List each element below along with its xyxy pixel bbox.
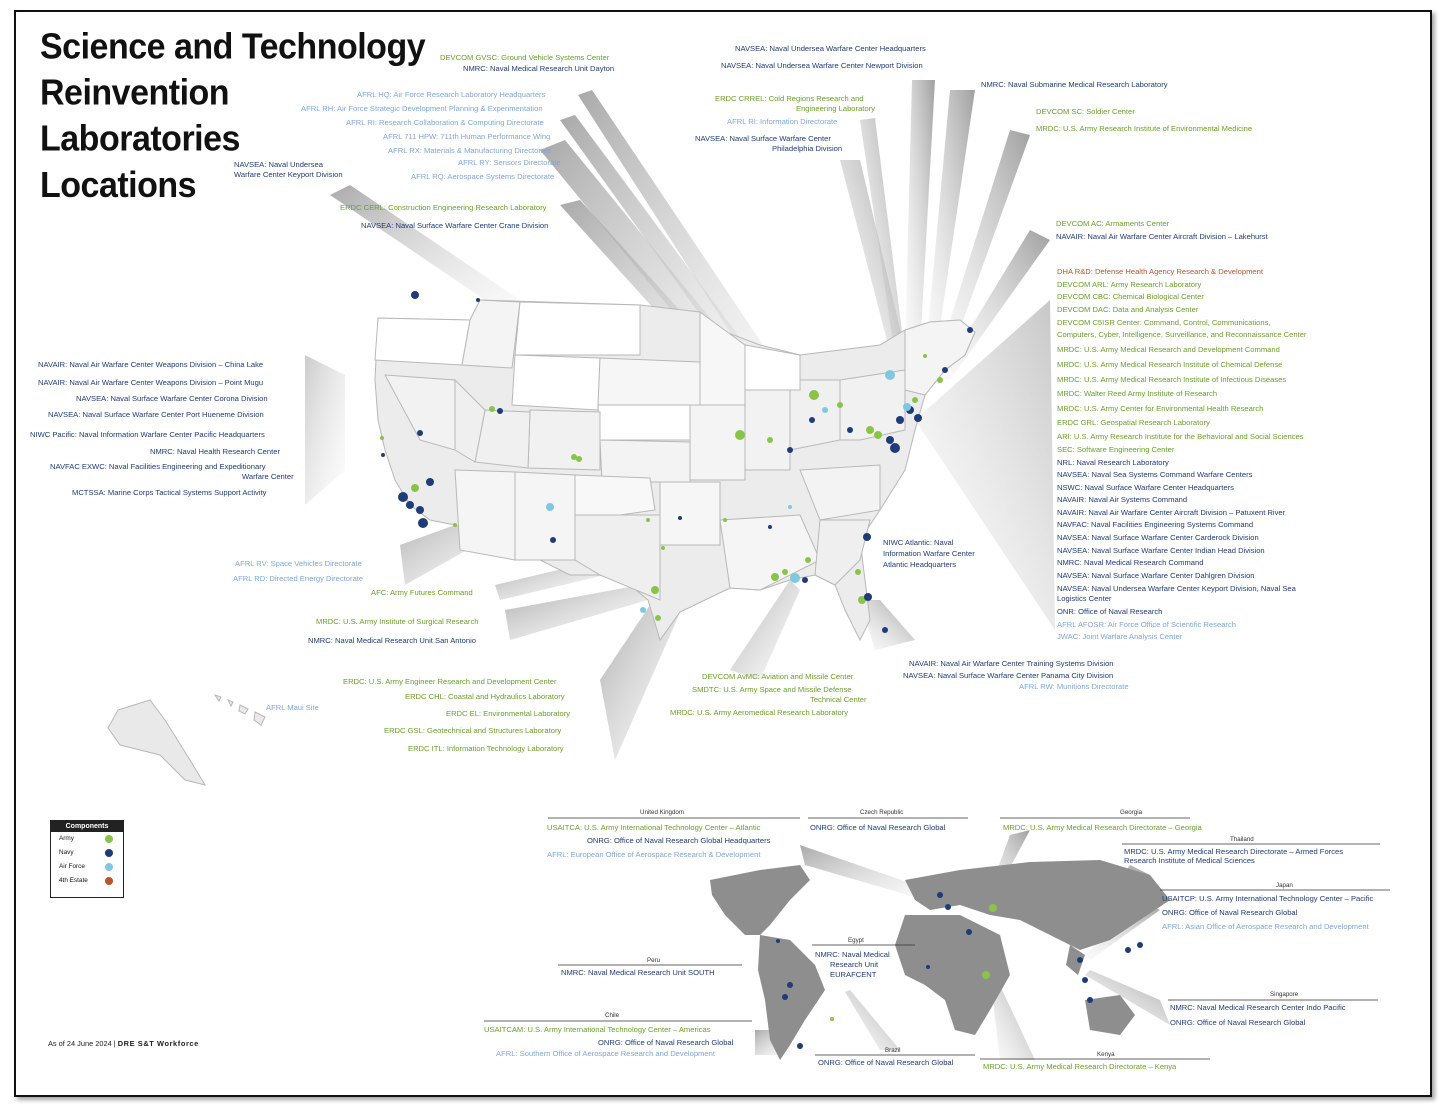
title-line: Science and Technology xyxy=(40,26,426,67)
lab-label: ERDC CHL: Coastal and Hydraulics Laboratory xyxy=(405,692,565,701)
location-marker xyxy=(411,291,419,299)
location-marker xyxy=(768,525,772,529)
lab-label: AFRL 711 HPW: 711th Human Performance Wing xyxy=(383,132,551,141)
location-marker xyxy=(406,501,414,509)
lab-label: NMRC: Naval Medical Research Command xyxy=(1057,558,1204,567)
lab-label: MCTSSA: Marine Corps Tactical Systems Support Activity xyxy=(72,488,267,497)
location-marker xyxy=(655,615,661,621)
lab-label: NMRC: Naval Submarine Medical Research Laboratory xyxy=(981,80,1168,89)
location-marker xyxy=(546,503,554,511)
lab-label: MRDC: U.S. Army Medical Research Directorate – Armed Forces xyxy=(1124,847,1344,856)
lab-label: DEVCOM AvMC: Aviation and Missile Center xyxy=(702,672,854,681)
location-marker xyxy=(1082,977,1088,983)
lab-label: ONRG: Office of Naval Research Global xyxy=(1170,1018,1306,1027)
lab-label: NAVAIR: Naval Air Warfare Center Training Systems Division xyxy=(909,659,1114,668)
lab-label: ERDC GRL: Geospatial Research Laboratory xyxy=(1057,418,1210,427)
lab-label: MRDC: U.S. Army Center for Environmental Health Research xyxy=(1057,404,1264,413)
country-label: Japan xyxy=(1276,882,1293,889)
country-label: Singapore xyxy=(1270,991,1299,998)
lab-label: SEC: Software Engineering Center xyxy=(1057,445,1175,454)
title-line: Locations xyxy=(40,165,197,206)
location-marker xyxy=(942,367,948,373)
legend-item-navy: Navy xyxy=(51,846,123,860)
lab-label: MRDC: U.S. Army Medical Research Directorate – Kenya xyxy=(983,1062,1177,1071)
lab-label: Logistics Center xyxy=(1057,594,1112,603)
location-marker xyxy=(1125,947,1131,953)
lab-label: NAVSEA: Naval Surface Warfare Center Dahlgren Division xyxy=(1057,571,1255,580)
lab-label: DEVCOM DAC: Data and Analysis Center xyxy=(1057,305,1199,314)
footer xyxy=(48,1039,199,1048)
location-marker xyxy=(476,298,480,302)
country-label: Peru xyxy=(647,957,661,964)
location-marker xyxy=(787,447,793,453)
location-marker xyxy=(576,456,582,462)
location-marker xyxy=(809,417,815,423)
location-marker xyxy=(416,506,424,514)
lab-label: ONRG: Office of Naval Research Global xyxy=(598,1038,734,1047)
location-marker xyxy=(776,939,780,943)
lab-label: DHA R&D: Defense Health Agency Research & Development xyxy=(1057,267,1263,276)
lab-label: AFRL RH: Air Force Strategic Development Planning & Experimentation xyxy=(301,104,543,113)
lab-label: ONRG: Office of Naval Research Global xyxy=(1162,908,1298,917)
location-marker xyxy=(809,390,819,400)
lab-label: Research Unit xyxy=(830,960,879,969)
lab-label: DEVCOM ARL: Army Research Laboratory xyxy=(1057,280,1202,289)
lab-label: AFRL RY: Sensors Directorate xyxy=(458,158,561,167)
lab-label: AFRL RI: Information Directorate xyxy=(727,117,838,126)
location-marker xyxy=(912,397,918,403)
country-label: Chile xyxy=(605,1012,620,1019)
lab-label: NAVSEA: Naval Surface Warfare Center Port Hueneme Division xyxy=(48,410,264,419)
location-marker xyxy=(411,484,419,492)
location-marker xyxy=(767,437,773,443)
location-marker xyxy=(966,929,972,935)
location-marker xyxy=(874,431,882,439)
location-marker xyxy=(989,904,997,912)
legend xyxy=(50,820,124,898)
location-marker xyxy=(782,994,788,1000)
location-marker xyxy=(866,426,874,434)
location-marker xyxy=(1077,957,1083,963)
location-marker xyxy=(661,546,665,550)
lab-label: AFRL: Southern Office of Aerospace Research and Development xyxy=(496,1049,715,1058)
location-marker xyxy=(982,971,990,979)
location-marker xyxy=(937,892,943,898)
lab-label: MRDC: U.S. Army Institute of Surgical Research xyxy=(316,617,479,626)
lab-label: DEVCOM C5ISR Center: Command, Control, Communications, xyxy=(1057,318,1271,327)
lab-label: NAVSEA: Naval Undersea xyxy=(234,160,323,169)
lab-label: ERDC CRREL: Cold Regions Research and xyxy=(715,94,864,103)
location-marker xyxy=(398,492,408,502)
world-map xyxy=(710,860,1170,1060)
location-marker xyxy=(646,518,650,522)
location-marker xyxy=(837,402,843,408)
lab-label: NAVSEA: Naval Sea Systems Command Warfare Centers xyxy=(1057,470,1253,479)
army-marker-icon xyxy=(105,835,113,843)
lab-label: ARI: U.S. Army Research Institute for the Behavioral and Social Sciences xyxy=(1057,432,1304,441)
location-marker xyxy=(863,533,871,541)
location-marker xyxy=(782,569,788,575)
lab-label: NAVSEA: Naval Undersea Warfare Center Headquarters xyxy=(735,44,926,53)
lab-label: ONRG: Office of Naval Research Global Headquarters xyxy=(587,836,771,845)
country-label: Georgia xyxy=(1120,809,1143,816)
lab-label: NAVSEA: Naval Surface Warfare Center Panama City Division xyxy=(903,671,1114,680)
alaska-hawaii xyxy=(108,695,265,785)
lab-label: NIWC Pacific: Naval Information Warfare Center Pacific Headquarters xyxy=(30,430,265,439)
lab-label: ONRG: Office of Naval Research Global xyxy=(810,823,946,832)
lab-label: Philadelphia Division xyxy=(772,144,843,153)
lab-label: MRDC: U.S. Army Research Institute of Environmental Medicine xyxy=(1036,124,1253,133)
lab-label: NMRC: Naval Medical Research Unit San Antonio xyxy=(308,636,476,645)
lab-label: ERDC ITL: Information Technology Laboratory xyxy=(408,744,564,753)
lab-label: SMDTC: U.S. Army Space and Missile Defense xyxy=(692,685,852,694)
lab-label: USAITCP: U.S. Army International Technology Center – Pacific xyxy=(1162,894,1374,903)
navy-marker-icon xyxy=(105,849,113,857)
location-marker xyxy=(890,443,900,453)
lab-label: ERDC GSL: Geotechnical and Structures Laboratory xyxy=(384,726,562,735)
lab-label: DEVCOM GVSC: Ground Vehicle Systems Center xyxy=(440,53,610,62)
location-marker xyxy=(945,904,951,910)
location-marker xyxy=(453,523,457,527)
location-marker xyxy=(550,537,556,543)
fourth-estate-marker-icon xyxy=(105,877,113,885)
air-force-marker-icon xyxy=(105,863,113,871)
footer-date: As of 24 June 2024 xyxy=(48,1039,112,1048)
lab-label: ERDC: U.S. Army Engineer Research and Development Center xyxy=(343,677,557,686)
location-marker xyxy=(802,577,808,583)
lab-label: NAVAIR: Naval Air Warfare Center Weapons Division – China Lake xyxy=(38,360,264,369)
location-marker xyxy=(896,416,904,424)
location-marker xyxy=(847,427,853,433)
location-marker xyxy=(426,478,434,486)
lab-label: MRDC: U.S. Army Medical Research and Development Command xyxy=(1057,345,1280,354)
location-marker xyxy=(489,406,495,412)
lab-label: MRDC: U.S. Army Medical Research Institute of Chemical Defense xyxy=(1057,360,1283,369)
location-marker xyxy=(381,453,385,457)
lab-label: MRDC: U.S. Army Medical Research Institute of Infectious Diseases xyxy=(1057,375,1287,384)
lab-label: ERDC CERL: Construction Engineering Research Laboratory xyxy=(340,203,547,212)
lab-label: USAITCA: U.S. Army International Technology Center – Atlantic xyxy=(547,823,761,832)
location-marker xyxy=(417,430,423,436)
lab-label: DEVCOM SC: Soldier Center xyxy=(1036,107,1135,116)
lab-label: AFRL AFOSR: Air Force Office of Scientific Research xyxy=(1057,620,1236,629)
lab-label: ONR: Office of Naval Research xyxy=(1057,607,1163,616)
lab-label: NAVAIR: Naval Air Systems Command xyxy=(1057,495,1188,504)
location-marker xyxy=(497,408,503,414)
location-marker xyxy=(418,518,428,528)
lab-label: Warfare Center Keyport Division xyxy=(234,170,343,179)
country-label: Czech Republic xyxy=(860,809,904,816)
legend-title: Components xyxy=(51,821,123,832)
location-marker xyxy=(678,516,682,520)
country-label: Brazil xyxy=(885,1047,901,1054)
footer-org: DRE S&T Workforce xyxy=(117,1039,199,1048)
lab-label: NMRC: Naval Medical Research Unit Dayton xyxy=(463,64,615,73)
location-marker xyxy=(723,518,727,522)
legend-item-air-force: Air Force xyxy=(51,860,123,874)
location-marker xyxy=(903,403,911,411)
lab-label: AFRL: European Office of Aerospace Research & Development xyxy=(547,850,761,859)
location-marker xyxy=(855,569,861,575)
location-marker xyxy=(640,607,646,613)
location-marker xyxy=(830,1017,834,1021)
lab-label: Engineering Laboratory xyxy=(796,104,875,113)
country-label: Egypt xyxy=(848,937,864,944)
location-marker xyxy=(380,436,384,440)
location-marker xyxy=(1087,997,1093,1003)
location-marker xyxy=(1137,942,1143,948)
lab-label: NAVSEA: Naval Surface Warfare Center Carderock Division xyxy=(1057,533,1259,542)
location-marker xyxy=(886,436,894,444)
lab-label: AFRL: Asian Office of Aerospace Research and Development xyxy=(1162,922,1369,931)
lab-label: NAVAIR: Naval Air Warfare Center Weapons Division – Point Mugu xyxy=(38,378,264,387)
page-title xyxy=(40,24,425,209)
lab-label: NAVAIR: Naval Air Warfare Center Aircraft Division – Lakehurst xyxy=(1056,232,1268,241)
location-marker xyxy=(967,327,973,333)
lab-label: AFRL RX: Materials & Manufacturing Directorate xyxy=(388,146,552,155)
lab-label: USAITCAM: U.S. Army International Technology Center – Americas xyxy=(484,1025,711,1034)
location-marker xyxy=(771,573,779,581)
location-marker xyxy=(788,505,792,509)
lab-label: MRDC: Walter Reed Army Institute of Research xyxy=(1057,389,1218,398)
location-marker xyxy=(864,593,872,601)
country-label: United Kingdom xyxy=(640,809,685,816)
country-label: Thailand xyxy=(1230,836,1254,843)
lab-label: NAVSEA: Naval Surface Warfare Center Corona Division xyxy=(76,394,268,403)
lab-label: DEVCOM AC: Armaments Center xyxy=(1056,219,1170,228)
location-marker xyxy=(937,377,943,383)
lab-label: AFC: Army Futures Command xyxy=(371,588,473,597)
lab-label: NMRC: Naval Medical Research Unit SOUTH xyxy=(561,968,715,977)
lab-label: NMRC: Naval Health Research Center xyxy=(150,447,280,456)
lab-label: Computers, Cyber, Intelligence, Surveillance, and Reconnaissance Center xyxy=(1057,330,1307,339)
lab-label: Information Warfare Center xyxy=(883,549,975,558)
lab-label: NAVFAC: Naval Facilities Engineering Systems Command xyxy=(1057,520,1254,529)
lab-label: Atlantic Headquarters xyxy=(883,560,957,569)
lab-label: NMRC: Naval Medical Research Center Indo Pacific xyxy=(1170,1003,1346,1012)
lab-label: Warfare Center xyxy=(242,472,294,481)
lab-label: MRDC: U.S. Army Aeromedical Research Laboratory xyxy=(670,708,849,717)
lab-label: AFRL RV: Space Vehicles Directorate xyxy=(235,559,362,568)
title-line: Laboratories xyxy=(40,119,240,160)
lab-label: Research Institute of Medical Sciences xyxy=(1124,856,1255,865)
lab-label: AFRL RW: Munitions Directorate xyxy=(1019,682,1129,691)
lab-label: NIWC Atlantic: Naval xyxy=(883,538,954,547)
lab-label: NMRC: Naval Medical xyxy=(815,950,890,959)
location-marker xyxy=(885,370,895,380)
location-marker xyxy=(926,965,930,969)
lab-label: NAVSEA: Naval Undersea Warfare Center Newport Division xyxy=(721,61,923,70)
location-marker xyxy=(797,1043,803,1049)
lab-label: MRDC: U.S. Army Medical Research Directorate – Georgia xyxy=(1003,823,1202,832)
title-line: Reinvention xyxy=(40,72,230,113)
lab-label: ERDC EL: Environmental Laboratory xyxy=(446,709,571,718)
lab-label: Technical Center xyxy=(810,695,867,704)
legend-item-4th-estate: 4th Estate xyxy=(51,874,123,888)
lab-label: AFRL RQ: Aerospace Systems Directorate xyxy=(411,172,555,181)
footer-separator: | xyxy=(111,1039,118,1048)
lab-label: NAVSEA: Naval Surface Warfare Center Indian Head Division xyxy=(1057,546,1265,555)
location-marker xyxy=(735,430,745,440)
lab-label: AFRL RD: Directed Energy Directorate xyxy=(233,574,364,583)
location-marker xyxy=(882,627,888,633)
lab-label: NAVAIR: Naval Air Warfare Center Aircraft Division – Patuxent River xyxy=(1057,508,1286,517)
lab-label: ONRG: Office of Naval Research Global xyxy=(818,1058,954,1067)
lab-label: AFRL HQ: Air Force Research Laboratory Headquarters xyxy=(357,90,546,99)
lab-label: EURAFCENT xyxy=(830,970,877,979)
location-marker xyxy=(790,573,800,583)
location-marker xyxy=(914,414,922,422)
lab-label: NAVSEA: Naval Undersea Warfare Center Keyport Division, Naval Sea xyxy=(1057,584,1296,593)
location-marker xyxy=(651,586,659,594)
lab-label: NSWC: Naval Surface Warfare Center Headquarters xyxy=(1057,483,1234,492)
lab-label: NAVFAC EXWC: Naval Facilities Engineering and Expeditionary xyxy=(50,462,266,471)
lab-label: NRL: Naval Research Laboratory xyxy=(1057,458,1169,467)
location-marker xyxy=(787,982,793,988)
lab-label: AFRL RI: Research Collaboration & Computing Directorate xyxy=(346,118,544,127)
location-marker xyxy=(822,407,828,413)
lab-label: NAVSEA: Naval Surface Warfare Center xyxy=(695,134,831,143)
lab-label: JWAC: Joint Warfare Analysis Center xyxy=(1057,632,1183,641)
lab-label: NAVSEA: Naval Surface Warfare Center Crane Division xyxy=(361,221,549,230)
lab-label: AFRL Maui Site xyxy=(266,703,319,712)
legend-item-army: Army xyxy=(51,832,123,846)
lab-label: DEVCOM CBC: Chemical Biological Center xyxy=(1057,292,1204,301)
location-marker xyxy=(923,354,927,358)
location-marker xyxy=(805,557,811,563)
country-label: Kenya xyxy=(1097,1051,1115,1058)
